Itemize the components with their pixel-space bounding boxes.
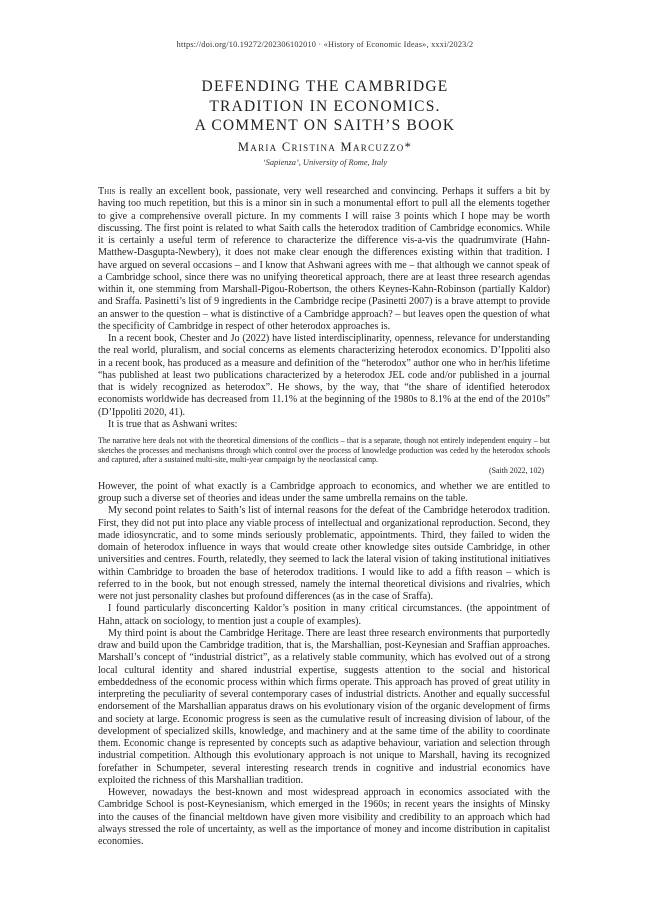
paragraph-6: I found particularly disconcerting Kaldor’s position in many critical circumstances. (the appointment of Hahn, attack on sociology, to mention just a couple of examples). [98, 603, 550, 627]
paragraph-8: However, nowadays the best-known and most widespread approach in economics associated with the Cambridge School is post-Keynesianism, which emerged in the 1960s; in recent years the insights of Minsky into the causes of the financial meltdown have given more visibility and credibility to an approach which had always stressed the role of uncertainty, as well as the importance of money and income distribution in capitalist economies. [98, 787, 550, 848]
paragraph-3: It is true that as Ashwani writes: [108, 418, 238, 430]
paragraph-7: My third point is about the Cambridge Heritage. There are least three research environments that purportedly draw and build upon the Cambridge tradition, that is, the Marshallian, post-Keynesian and Sraffian approaches. Marshall’s concept of “industrial district”, as a relatively stable community, which has evolved out of a strong local cultural identity and shared industrial expertise, suggests attention to the social and historical embeddedness of the economic process within which firms operate. This approach has proved of great utility in interpreting the peculiarity of several contemporary cases of industrial districts. Another and equally successful endorsement of the Marshallian apparatus draws on his evolutionary vision of the organic development of firms and society at large. Economic progress is seen as the cumulative result of increasing division of labour, of the development of specialized skills, knowledge, and machinery and at the same time of the ability to coordinate them. Economic change is represented by concepts such as adaptive behaviour, variation and selection through industrial competition. Although this evolutionary approach is not unique to Marshall, having its recognized forefather in Schumpeter, several interesting research trends in cognitive and industrial economics have exploited the richness of this Marshallian tradition. [98, 627, 550, 786]
paragraph-1 [98, 186, 550, 333]
paragraph-2: In a recent book, Chester and Jo (2022) have listed interdisciplinarity, openness, relevance for understanding the real world, pluralism, and social concerns as elements characterizing heterodox economics. D’Ippoliti also in a recent book, has produced as a measure and definition of the “heterodox” author one who in her/his lifetime “has published at least two publications characterized by a heterodox JEL code and/or published in a journal that is widely recognized as heterodox”. He shows, by the way, that “the share of identified heterodox economists worldwide has decreased from 11.1% at the beginning of the 1980s to 8.1% at the end of the 2010s” (D’Ippoliti 2020, 41). [98, 333, 550, 418]
article-title [0, 77, 650, 136]
paragraph-4: However, the point of what exactly is a Cambridge approach to economics, and whether we are entitled to group such a diverse set of theories and ideas under the same umbrella remains on the table. [98, 480, 550, 505]
paragraph-text: is really an excellent book, passionate, very well researched and convincing. Perhaps it suffers a bit by having too much repetition, but this is a minor sin in such a monumental effort to pull all the elements together to give a comprehensive overall picture. In my comments I will raise 3 points which I hope may be worth discussing. The first point is related to what Saith calls the heterodox tradition of Cambridge economics. While it is certainly a useful term of reference to characterize the difference vis-a-vis the quadrumvirate (Hahn-Matthew-Dasgupta-Newbery), it does not make clear enough the differences existing within that tradition. I have argued on several occasions – and I know that Ashwani agrees with me – that although we cannot speak of a Cambridge school, since there was no unifying theoretical approach, there are at least three research agendas within it, one stemming from Marshall-Pigou-Robertson, the others Keynes-Kahn-Robinson (partially Kaldor) and Sraffa. Pasinetti’s list of 9 ingredients in the Cambridge recipe (Pasinetti 2007) is a brave attempt to provide an answer to the question – what is distinctive of a Cambridge approach? – but leaves open the question of what the specificity of Cambridge in respect of other heterodox approaches is. [98, 186, 550, 332]
paragraph-lead-word: This [98, 186, 116, 197]
title-line-2: TRADITION IN ECONOMICS. [209, 97, 441, 115]
paragraph-5: My second point relates to Saith’s list of internal reasons for the defeat of the Cambridge heterodox tradition. First, they did not put into place any viable process of intellectual and organizational reproduction. Second, they made idiosyncratic, and to some minds seriously problematic, appointments. Third, they failed to widen the domain of heterodox influence in ways that would create other knowledge sites outside Cambridge, in other universities and centres. Fourth, relatedly, they seemed to lack the lateral vision of taking institutional initiatives within Cambridge to broaden the base of heterodox traditions. I would like to add a fifth reason – which is referred to in the book, but not enough stressed, namely the internal theoretical divisions and rivalries, which were not just personality clashes but profound differences (as in the case of Sraffa). [98, 505, 550, 603]
author-affiliation: ‘Sapienza’, University of Rome, Italy [262, 158, 388, 167]
title-line-1: DEFENDING THE CAMBRIDGE [201, 78, 449, 95]
title-line-3: A COMMENT ON SAITH’S BOOK [194, 117, 456, 134]
quote-text: The narrative here deals not with the theoretical dimensions of the conflicts – that is a separate, though not entirely independent enquiry – but sketches the processes and mechanisms through which control over the process of knowledge production was ceded by the heterodox schools and captured, after a sustained multi-site, multi-year campaign by the neoclassical camp. [98, 436, 550, 465]
running-head: https://doi.org/10.19272/202306102010 · «History of Economic Ideas», xxxi/2023/2 [176, 40, 474, 49]
block-quote [98, 436, 550, 476]
article-body [98, 186, 550, 848]
quote-citation: (Saith 2022, 102) [488, 466, 544, 476]
author-name: Maria Cristina Marcuzzo* [237, 140, 413, 154]
